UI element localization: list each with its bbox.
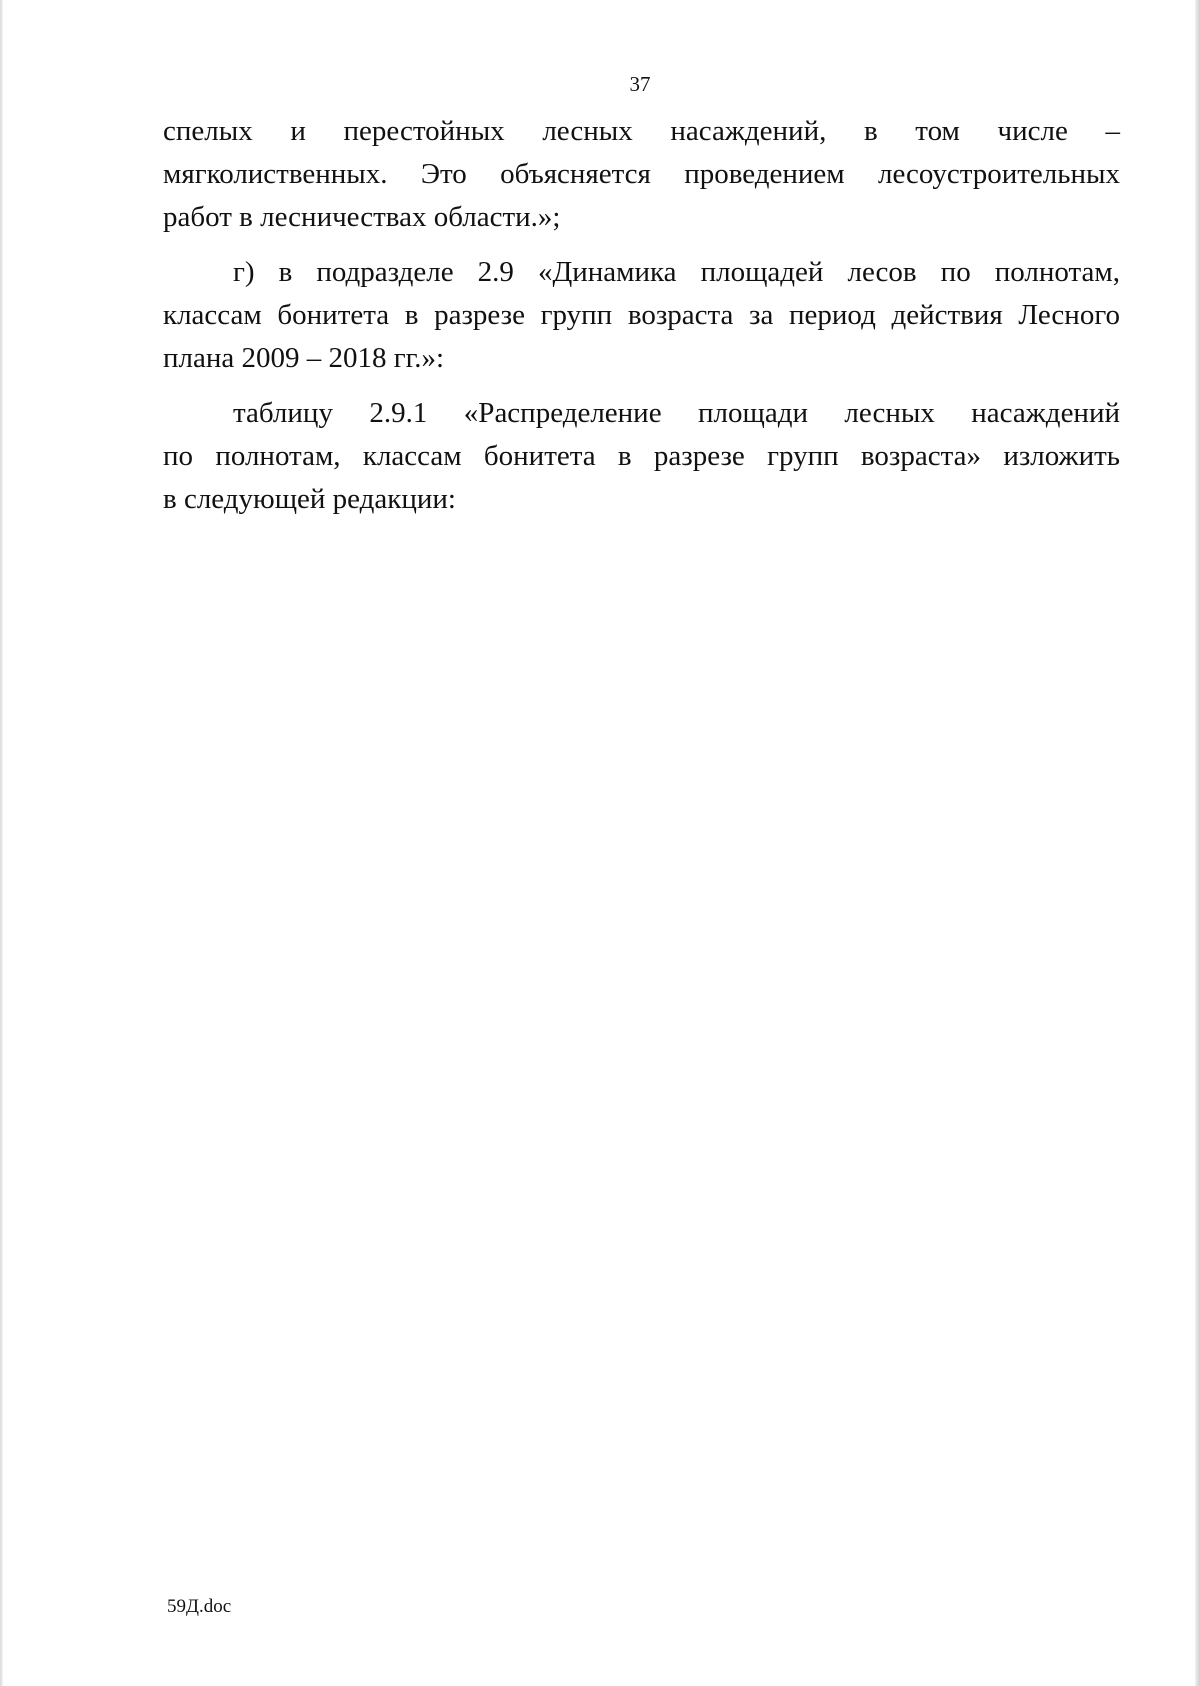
footer-filename: 59Д.doc (167, 1596, 232, 1617)
paragraph-subsection-2-9 (163, 251, 1120, 380)
scan-edge-right (1195, 0, 1200, 1686)
scan-edge-left (0, 0, 3, 1686)
text-line: в следующей редакции: (163, 483, 456, 515)
text-line: мягколиственных. Это объясняется проведением лесоустроительных (163, 158, 1120, 190)
text-line: таблицу 2.9.1 «Распределение площади лесных насаждений (233, 397, 1120, 429)
text-line: спелых и перестойных лесных насаждений, в том числе – (163, 115, 1120, 147)
text-line: работ в лесничествах области.»; (163, 201, 561, 233)
text-line: плана 2009 – 2018 гг.»: (163, 342, 445, 374)
document-body (163, 110, 1120, 533)
paragraph-continued (163, 110, 1120, 239)
text-line: г) в подразделе 2.9 «Динамика площадей лесов по полнотам, (233, 256, 1120, 288)
text-line: по полнотам, классам бонитета в разрезе групп возраста» изложить (163, 440, 1120, 472)
page-number: 37 (629, 72, 651, 96)
text-line: классам бонитета в разрезе групп возраста за период действия Лесного (163, 299, 1120, 331)
paragraph-table-2-9-1 (163, 392, 1120, 521)
